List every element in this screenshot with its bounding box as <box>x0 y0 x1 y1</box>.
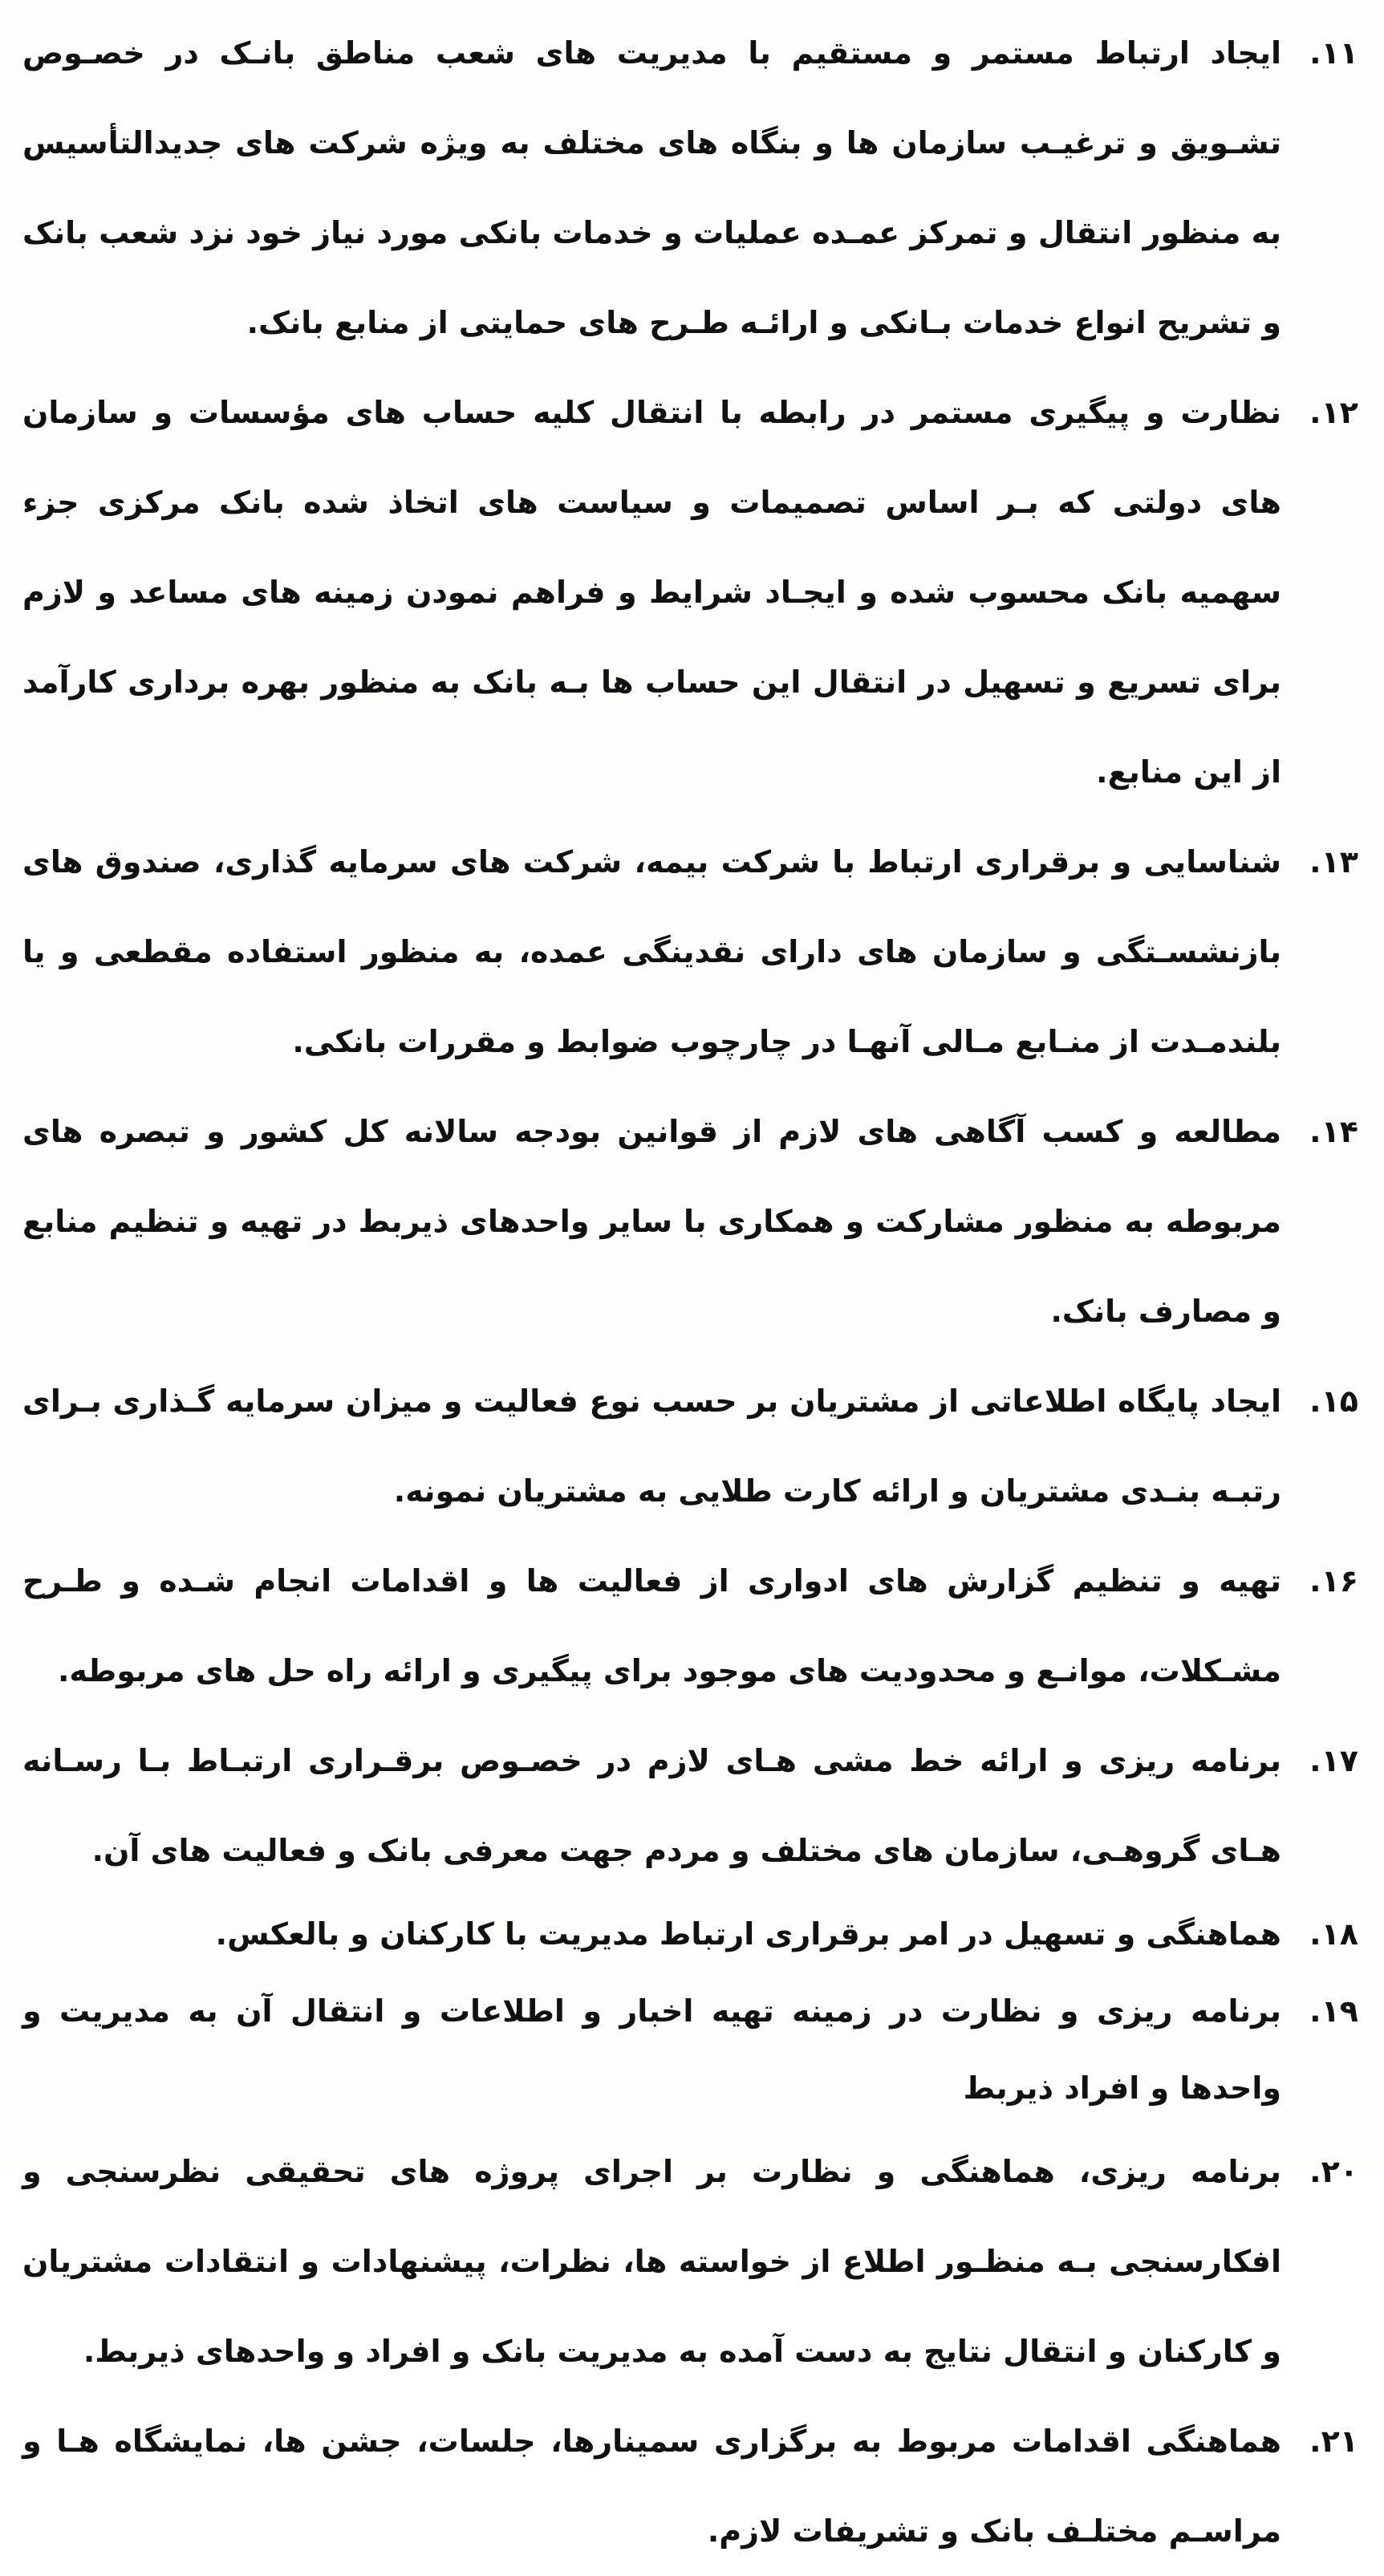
list-item <box>22 368 1358 817</box>
item-text: شناسایی و برقراری ارتباط با شرکت بیمه، شرکت های سرمایه گذاری، صندوق های بازنشسـتگی و سازمان های دارای نقدینگی عمده، به منظور استفاده مقطعی و یا بلندمـدت از منـابع مـالی آنهـا در چارچوب ضوابط و مقررات بانکی. <box>22 844 1281 1059</box>
item-text: برنامه ریزی و نظارت در زمینه تهیه اخبار و اطلاعات و انتقال آن به مدیریت و واحدها و افراد ذیربط <box>22 1993 1281 2106</box>
list-item <box>22 1716 1358 1895</box>
list-item <box>22 1356 1358 1536</box>
list-item <box>22 2127 1358 2396</box>
item-number: ۱۵. <box>1309 1383 1358 1419</box>
list-item <box>22 1536 1358 1716</box>
list-item <box>22 1973 1358 2127</box>
item-text: تهیه و تنظیم گزارش های ادواری از فعالیت ها و اقدامات انجام شـده و طـرح مشـکلات، موانـع و محدودیت های موجود برای پیگیری و ارائه راه حل های مربوطه. <box>22 1563 1281 1688</box>
item-number: ۲۰. <box>1309 2154 1358 2189</box>
item-text: هماهنگی و تسهیل در امر برقراری ارتباط مدیریت با کارکنان و بالعکس. <box>215 1916 1281 1952</box>
item-text: برنامه ریزی، هماهنگی و نظارت بر اجرای پروژه های تحقیقی نظرسنجی و افکارسنجی بـه منظـور اطلاع از خواسته ها، نظرات، پیشنهادات و انتقادات مشتریان و کارکنان و انتقال نتایج به دست آمده به مدیریت بانک و افراد و واحدهای ذیربط. <box>22 2154 1281 2369</box>
list-item <box>22 2396 1358 2576</box>
item-text: ایجاد پایگاه اطلاعاتی از مشتریان بر حسب نوع فعالیت و میزان سرمایه گـذاری بـرای رتبـه بنـدی مشتریان و ارائه کارت طلایی به مشتریان نمونه. <box>22 1383 1281 1509</box>
list-item <box>22 8 1358 368</box>
item-number: ۲۱. <box>1309 2424 1358 2459</box>
item-number: ۱۹. <box>1309 1993 1358 2029</box>
item-text: هماهنگی اقدامات مربوط به برگزاری سمینارها، جلسات، جشن ها، نمایشگاه هـا و مراسـم مختلـف بانک و تشریفات لازم. <box>22 2424 1281 2549</box>
item-text: مطالعه و کسب آگاهی های لازم از قوانین بودجه سالانه کل کشور و تبصره های مربوطه به منظور مشارکت و همکاری با سایر واحدهای ذیربط در تهیه و تنظیم منابع و مصارف بانک. <box>22 1114 1281 1329</box>
item-text: ایجاد ارتباط مستمر و مستقیم با مدیریت های شعب مناطق بانـک در خصـوص تشـویق و ترغیـب سازمان ها و بنگاه های مختلف به ویژه شرکت های جدیدالتأسیس به منظور انتقال و تمرکز عمـده عملیات و خدمات بانکی مورد نیاز خود نزد شعب بانک و تشریح انواع خدمات بـانکی و ارائـه طـرح های حمایتی از منابع بانک. <box>22 35 1281 340</box>
item-number: ۱۸. <box>1309 1916 1358 1952</box>
item-number: ۱۷. <box>1309 1743 1358 1778</box>
item-number: ۱۶. <box>1309 1563 1358 1599</box>
item-number: ۱۴. <box>1309 1114 1358 1149</box>
list-item <box>22 1895 1358 1973</box>
list-item <box>22 817 1358 1087</box>
numbered-list <box>22 8 1358 2576</box>
item-text: برنامه ریزی و ارائه خط مشی هـای لازم در خصـوص برقـراری ارتبـاط بـا رسـانه هـای گروهـی، سازمان های مختلف و مردم جهت معرفی بانک و فعالیت های آن. <box>22 1743 1281 1868</box>
item-number: ۱۳. <box>1309 844 1358 880</box>
item-number: ۱۱. <box>1309 35 1358 71</box>
item-number: ۱۲. <box>1309 395 1358 430</box>
item-text: نظارت و پیگیری مستمر در رابطه با انتقال کلیه حساب های مؤسسات و سازمان های دولتی که بـر اساس تصمیمات و سیاست های اتخاذ شده بانک مرکزی جزء سهمیه بانک محسوب شده و ایجـاد شرایط و فراهم نمودن زمینه های مساعد و لازم برای تسریع و تسهیل در انتقال این حساب ها بـه بانک به منظور بهره برداری کارآمد از این منابع. <box>22 395 1281 790</box>
list-item <box>22 1087 1358 1356</box>
